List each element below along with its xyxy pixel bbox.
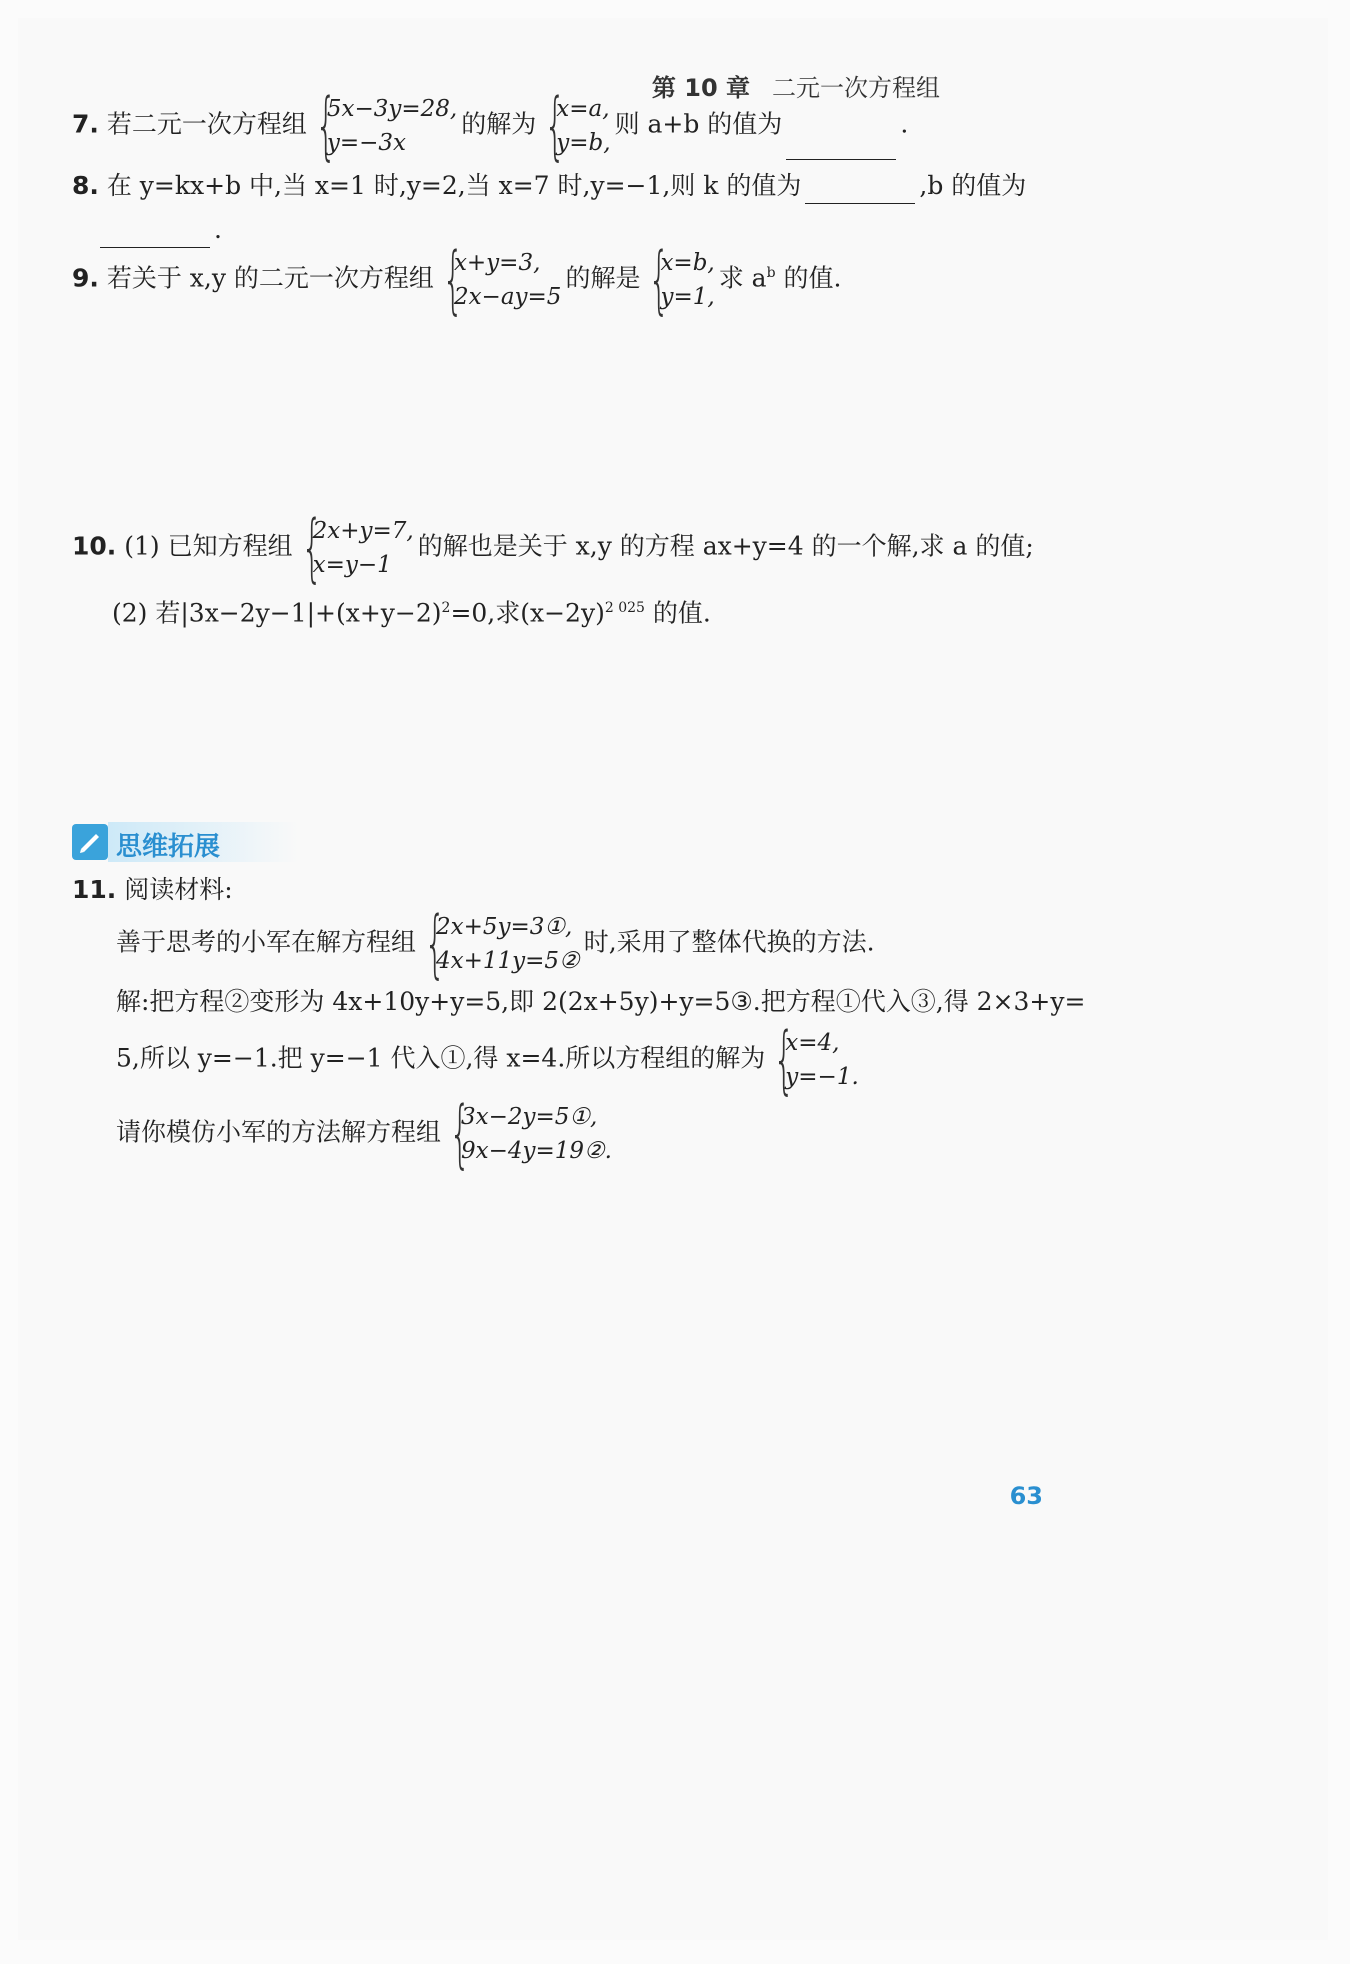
material-line-3 — [116, 1017, 863, 1103]
solution-system: { x=a, y=b, — [544, 83, 611, 169]
equation: y=b, — [556, 130, 611, 156]
chapter-label: 第 10 章 — [651, 74, 750, 102]
superscript: 2 — [441, 600, 451, 616]
question-text: (2) 若|3x−2y−1|+(x+y−2) — [112, 598, 442, 628]
question-text: 的解为 — [461, 109, 537, 139]
material-line-2 — [116, 984, 1085, 1020]
question-text: 在 y=kx+b 中,当 x=1 时,y=2,当 x=7 时,y=−1,则 k 的值为 — [106, 171, 802, 200]
material-text: 时,采用了整体代换的方法. — [583, 927, 875, 957]
equation: 3x−2y=5①, — [461, 1104, 598, 1130]
equation-system: { 5x−3y=28, y=−3x — [315, 83, 458, 169]
punctuation: . — [214, 215, 222, 244]
equation: 5x−3y=28, — [326, 96, 458, 122]
question-text: 若关于 x,y 的二元一次方程组 — [106, 263, 434, 293]
equation: y=1, — [660, 284, 715, 310]
question-10-part-2 — [112, 590, 711, 631]
question-text: 的解也是关于 x,y 的方程 ax+y=4 的一个解,求 a 的值; — [417, 531, 1034, 561]
equation-system: { 2x+5y=3①, 4x+11y=5② — [424, 901, 580, 987]
question-text: 若二元一次方程组 — [106, 109, 307, 139]
question-text: 的值. — [775, 263, 842, 293]
answer-blank[interactable] — [805, 175, 915, 204]
equation-system: { x+y=3, 2x−ay=5 — [442, 237, 562, 323]
question-8 — [72, 168, 1026, 204]
material-text: 解:把方程②变形为 4x+10y+y=5,即 2(2x+5y)+y=5③.把方程①代入③,得 2×3+y= — [116, 987, 1086, 1016]
question-text: ,b 的值为 — [919, 171, 1027, 200]
question-9 — [72, 237, 842, 323]
equation: 4x+11y=5② — [436, 948, 580, 974]
solution-system: { x=4, y=−1. — [773, 1017, 859, 1103]
chapter-title: 二元一次方程组 — [772, 74, 940, 102]
equation: x=a, — [556, 96, 610, 122]
equation: x=4, — [785, 1030, 840, 1056]
equation: x=b, — [660, 250, 715, 276]
question-text: 求 a — [718, 263, 767, 293]
question-11 — [72, 872, 233, 908]
question-text: (1) 已知方程组 — [124, 531, 293, 561]
equation: 2x+5y=3①, — [436, 914, 573, 940]
question-text: 的解是 — [565, 263, 641, 293]
question-number: 9. — [72, 263, 99, 293]
punctuation: . — [900, 109, 909, 139]
material-text: 5,所以 y=−1.把 y=−1 代入①,得 x=4.所以方程组的解为 — [116, 1043, 766, 1073]
superscript: 2 025 — [604, 600, 645, 616]
material-line-1 — [116, 901, 875, 987]
equation-system: { 3x−2y=5①, 9x−4y=19②. — [449, 1091, 612, 1177]
question-text: =0,求(x−2y) — [450, 598, 605, 628]
question-text: 的值. — [644, 598, 711, 628]
equation: y=−1. — [785, 1064, 859, 1090]
material-text: 善于思考的小军在解方程组 — [116, 927, 417, 957]
question-number: 10. — [72, 531, 117, 561]
equation: x+y=3, — [453, 250, 541, 276]
question-8-cont — [100, 212, 222, 248]
question-number: 7. — [72, 109, 99, 139]
answer-blank[interactable] — [786, 131, 896, 160]
question-number: 8. — [72, 171, 99, 200]
equation: 9x−4y=19②. — [461, 1138, 612, 1164]
question-10 — [72, 505, 1034, 591]
equation: x=y−1 — [312, 552, 392, 578]
answer-blank[interactable] — [100, 219, 210, 248]
section-header — [72, 822, 342, 862]
question-text: 则 a+b 的值为 — [614, 109, 783, 139]
question-text: 阅读材料: — [124, 875, 233, 904]
page-number: 63 — [1009, 1482, 1043, 1510]
equation-system: { 2x+y=7, x=y−1 — [301, 505, 414, 591]
task-line — [116, 1091, 616, 1177]
equation: y=−3x — [326, 130, 407, 156]
pencil-icon — [72, 824, 108, 860]
superscript: b — [766, 265, 776, 282]
equation: 2x−ay=5 — [453, 284, 562, 310]
equation: 2x+y=7, — [312, 518, 414, 544]
question-number: 11. — [72, 875, 117, 904]
section-title: 思维拓展 — [116, 832, 221, 862]
solution-system: { x=b, y=1, — [648, 237, 715, 323]
question-text: 请你模仿小军的方法解方程组 — [116, 1117, 442, 1147]
